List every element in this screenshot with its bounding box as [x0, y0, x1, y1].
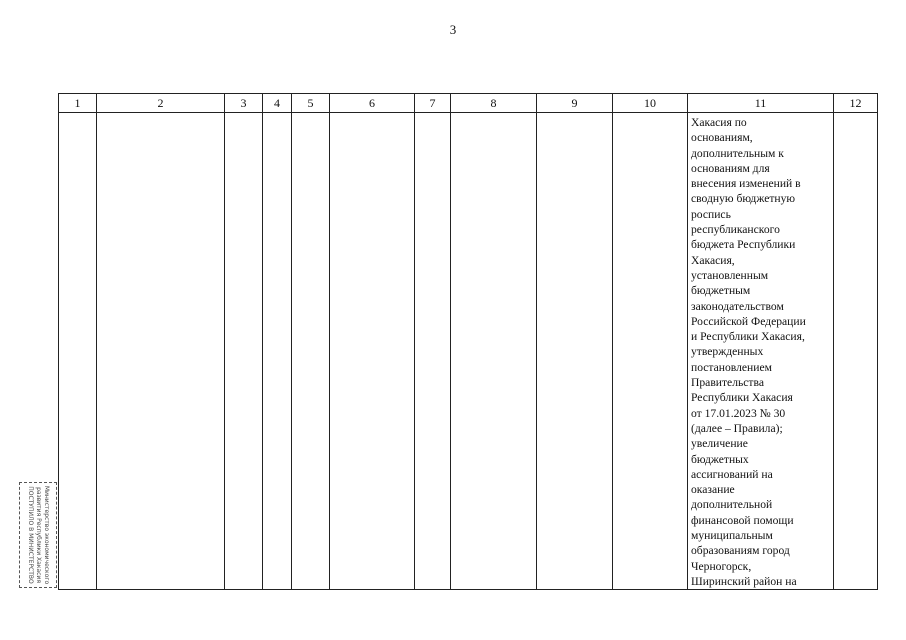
- column-header: 6: [330, 94, 415, 113]
- column-header: 1: [59, 94, 97, 113]
- table-cell: [834, 113, 878, 590]
- document-table: [58, 93, 878, 590]
- text-line: Хакасия по: [691, 116, 747, 129]
- text-line: сводную бюджетную: [691, 192, 796, 206]
- text-line: Российской Федерации: [691, 314, 806, 328]
- column-header: 10: [613, 94, 688, 113]
- text-line: Правительства: [691, 376, 764, 390]
- table-cell: [451, 113, 537, 590]
- table-cell: [613, 113, 688, 590]
- text-line: финансовой помощи: [691, 513, 794, 527]
- stamp-line: Министерство экономического: [43, 485, 50, 585]
- text-line: утвержденных: [691, 345, 764, 359]
- text-line: Хакасия,: [691, 253, 735, 267]
- table-cell: [292, 113, 330, 590]
- column-header: 3: [225, 94, 263, 113]
- text-line: и Республики Хакасия,: [691, 330, 805, 344]
- table-cell: [415, 113, 451, 590]
- table-cell: [59, 113, 97, 590]
- text-line: (далее – Правила);: [691, 421, 783, 435]
- text-line: роспись: [691, 207, 731, 221]
- text-line: бюджета Республики: [691, 238, 796, 252]
- column-header: 2: [97, 94, 225, 113]
- text-line: Республики Хакасия: [691, 391, 793, 405]
- stamp-text: [26, 486, 50, 584]
- text-line: основаниям,: [691, 131, 753, 145]
- text-line: ассигнований на: [691, 467, 773, 481]
- column-11-text: [688, 113, 834, 590]
- column-header: 9: [537, 94, 613, 113]
- header-row: [59, 94, 878, 113]
- table-row: [59, 113, 878, 590]
- text-line: образованиям город: [691, 544, 790, 558]
- column-header: 12: [834, 94, 878, 113]
- text-line: дополнительной: [691, 498, 773, 512]
- text-line: от 17.01.2023 № 30: [691, 406, 786, 420]
- text-line: увеличение: [691, 437, 748, 451]
- column-header: 4: [263, 94, 292, 113]
- text-line: бюджетным: [691, 284, 751, 298]
- text-line: основаниям для: [691, 161, 770, 175]
- registration-stamp: [19, 482, 57, 588]
- column-header: 5: [292, 94, 330, 113]
- table-cell: [97, 113, 225, 590]
- text-line: оказание: [691, 483, 735, 497]
- text-line: муниципальным: [691, 529, 773, 543]
- table-cell: [537, 113, 613, 590]
- table-cell: [225, 113, 263, 590]
- page-number: 3: [449, 22, 457, 37]
- stamp-line: ПОСТУПИЛО В МИНИСТЕРСТВО: [27, 486, 34, 584]
- text-line: Ширинский район на: [691, 574, 797, 588]
- table-cell: [263, 113, 292, 590]
- column-header: 11: [688, 94, 834, 113]
- text-line: дополнительным к: [691, 146, 784, 160]
- table-cell: [330, 113, 415, 590]
- text-line: постановлением: [691, 360, 772, 374]
- text-line: внесения изменений в: [691, 177, 801, 191]
- column-header: 7: [415, 94, 451, 113]
- text-line: законодательством: [691, 299, 784, 313]
- text-line: установленным: [691, 268, 769, 282]
- text-line: бюджетных: [691, 452, 749, 466]
- stamp-line: развития Республики Хакасия: [35, 487, 42, 583]
- column-header: 8: [451, 94, 537, 113]
- text-line: республиканского: [691, 223, 780, 237]
- text-line: Черногорск,: [691, 559, 752, 573]
